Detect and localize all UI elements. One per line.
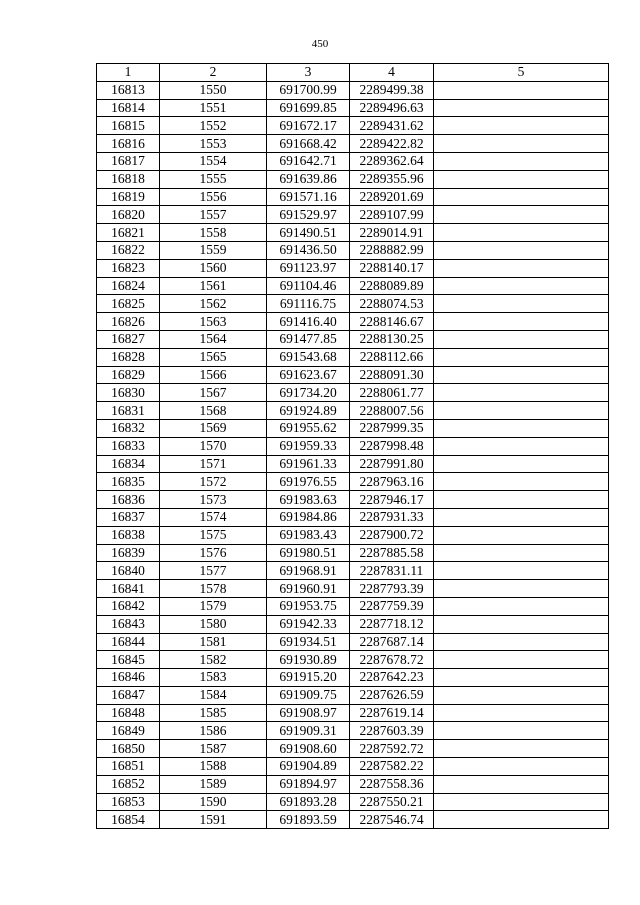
table-cell-col-4: 2288074.53 — [350, 295, 434, 313]
page-number: 450 — [311, 38, 329, 50]
table-row — [97, 615, 609, 633]
table-cell-col-4: 2287603.39 — [350, 722, 434, 740]
table-cell-col-2: 1575 — [160, 526, 267, 544]
table-cell-col-2: 1568 — [160, 402, 267, 420]
table-cell-col-3: 691959.33 — [267, 437, 350, 455]
table-cell-col-3: 691934.51 — [267, 633, 350, 651]
table-cell-col-1: 16842 — [97, 597, 160, 615]
table-cell-col-4: 2287963.16 — [350, 473, 434, 491]
table-cell-col-5 — [434, 473, 609, 491]
table-cell-col-5 — [434, 117, 609, 135]
table-cell-col-3: 691477.85 — [267, 330, 350, 348]
table-cell-col-3: 691436.50 — [267, 241, 350, 259]
table-cell-col-2: 1565 — [160, 348, 267, 366]
table-cell-col-1: 16832 — [97, 419, 160, 437]
column-header-2: 2 — [160, 64, 267, 82]
table-row — [97, 775, 609, 793]
table-cell-col-5 — [434, 580, 609, 598]
table-row — [97, 633, 609, 651]
table-cell-col-2: 1572 — [160, 473, 267, 491]
table-cell-col-5 — [434, 686, 609, 704]
table-cell-col-5 — [434, 811, 609, 829]
table-cell-col-5 — [434, 651, 609, 669]
table-cell-col-3: 691639.86 — [267, 170, 350, 188]
table-cell-col-4: 2287998.48 — [350, 437, 434, 455]
table-cell-col-5 — [434, 81, 609, 99]
table-cell-col-2: 1566 — [160, 366, 267, 384]
table-cell-col-4: 2288091.30 — [350, 366, 434, 384]
table-cell-col-3: 691104.46 — [267, 277, 350, 295]
table-cell-col-5 — [434, 491, 609, 509]
table-cell-col-5 — [434, 758, 609, 776]
table-cell-col-2: 1561 — [160, 277, 267, 295]
table-row — [97, 508, 609, 526]
table-cell-col-5 — [434, 544, 609, 562]
table-cell-col-4: 2287582.22 — [350, 758, 434, 776]
table-cell-col-2: 1562 — [160, 295, 267, 313]
table-cell-col-1: 16846 — [97, 669, 160, 687]
table-cell-col-2: 1581 — [160, 633, 267, 651]
table-cell-col-3: 691980.51 — [267, 544, 350, 562]
table-cell-col-5 — [434, 152, 609, 170]
table-row — [97, 526, 609, 544]
table-cell-col-4: 2287642.23 — [350, 669, 434, 687]
table-cell-col-1: 16814 — [97, 99, 160, 117]
table-cell-col-4: 2288061.77 — [350, 384, 434, 402]
table-row — [97, 651, 609, 669]
table-cell-col-4: 2287626.59 — [350, 686, 434, 704]
table-row — [97, 580, 609, 598]
table-cell-col-2: 1563 — [160, 313, 267, 331]
table-cell-col-4: 2287793.39 — [350, 580, 434, 598]
table-cell-col-4: 2288112.66 — [350, 348, 434, 366]
table-cell-col-5 — [434, 224, 609, 242]
table-row — [97, 206, 609, 224]
table-row — [97, 758, 609, 776]
table-cell-col-3: 691924.89 — [267, 402, 350, 420]
table-cell-col-5 — [434, 295, 609, 313]
table-cell-col-4: 2289201.69 — [350, 188, 434, 206]
table-cell-col-5 — [434, 704, 609, 722]
table-cell-col-5 — [434, 793, 609, 811]
table-cell-col-4: 2287931.33 — [350, 508, 434, 526]
table-cell-col-3: 691416.40 — [267, 313, 350, 331]
table-cell-col-2: 1558 — [160, 224, 267, 242]
table-cell-col-1: 16841 — [97, 580, 160, 598]
table-cell-col-2: 1550 — [160, 81, 267, 99]
table-cell-col-4: 2287678.72 — [350, 651, 434, 669]
table-cell-col-2: 1559 — [160, 241, 267, 259]
table-cell-col-5 — [434, 669, 609, 687]
table-cell-col-2: 1571 — [160, 455, 267, 473]
table-cell-col-1: 16817 — [97, 152, 160, 170]
table-cell-col-5 — [434, 384, 609, 402]
table-cell-col-3: 691571.16 — [267, 188, 350, 206]
table-cell-col-1: 16825 — [97, 295, 160, 313]
table-cell-col-4: 2289107.99 — [350, 206, 434, 224]
table-cell-col-2: 1569 — [160, 419, 267, 437]
table-cell-col-1: 16847 — [97, 686, 160, 704]
table-cell-col-3: 691700.99 — [267, 81, 350, 99]
table-cell-col-1: 16850 — [97, 740, 160, 758]
table-cell-col-2: 1552 — [160, 117, 267, 135]
table-cell-col-3: 691116.75 — [267, 295, 350, 313]
table-cell-col-5 — [434, 366, 609, 384]
table-row — [97, 259, 609, 277]
table-cell-col-4: 2289362.64 — [350, 152, 434, 170]
table-cell-col-3: 691672.17 — [267, 117, 350, 135]
table-cell-col-3: 691490.51 — [267, 224, 350, 242]
column-header-3: 3 — [267, 64, 350, 82]
table-cell-col-5 — [434, 740, 609, 758]
table-cell-col-4: 2287991.80 — [350, 455, 434, 473]
table-row — [97, 437, 609, 455]
table-cell-col-5 — [434, 135, 609, 153]
table-cell-col-2: 1589 — [160, 775, 267, 793]
table-cell-col-1: 16820 — [97, 206, 160, 224]
table-cell-col-3: 691529.97 — [267, 206, 350, 224]
table-cell-col-4: 2288146.67 — [350, 313, 434, 331]
table-cell-col-3: 691983.43 — [267, 526, 350, 544]
table-cell-col-5 — [434, 526, 609, 544]
table-cell-col-1: 16819 — [97, 188, 160, 206]
table-cell-col-5 — [434, 402, 609, 420]
table-cell-col-1: 16822 — [97, 241, 160, 259]
table-cell-col-5 — [434, 313, 609, 331]
table-cell-col-2: 1557 — [160, 206, 267, 224]
table-cell-col-4: 2288089.89 — [350, 277, 434, 295]
table-row — [97, 224, 609, 242]
table-cell-col-5 — [434, 722, 609, 740]
table-cell-col-2: 1564 — [160, 330, 267, 348]
table-row — [97, 597, 609, 615]
table-cell-col-3: 691908.97 — [267, 704, 350, 722]
table-cell-col-2: 1574 — [160, 508, 267, 526]
table-cell-col-5 — [434, 206, 609, 224]
table-cell-col-1: 16839 — [97, 544, 160, 562]
table-cell-col-4: 2289496.63 — [350, 99, 434, 117]
table-cell-col-3: 691623.67 — [267, 366, 350, 384]
table-cell-col-1: 16837 — [97, 508, 160, 526]
table-cell-col-1: 16836 — [97, 491, 160, 509]
table-row — [97, 704, 609, 722]
table-cell-col-2: 1570 — [160, 437, 267, 455]
table-cell-col-1: 16818 — [97, 170, 160, 188]
table-cell-col-5 — [434, 455, 609, 473]
table-row — [97, 188, 609, 206]
table-cell-col-4: 2289014.91 — [350, 224, 434, 242]
table-cell-col-3: 691734.20 — [267, 384, 350, 402]
table-cell-col-1: 16830 — [97, 384, 160, 402]
table-row — [97, 544, 609, 562]
table-row — [97, 277, 609, 295]
table-cell-col-1: 16835 — [97, 473, 160, 491]
table-cell-col-2: 1584 — [160, 686, 267, 704]
table-cell-col-5 — [434, 633, 609, 651]
table-cell-col-1: 16813 — [97, 81, 160, 99]
table-row — [97, 241, 609, 259]
table-row — [97, 135, 609, 153]
table-cell-col-5 — [434, 170, 609, 188]
table-cell-col-5 — [434, 615, 609, 633]
table-row — [97, 491, 609, 509]
table-cell-col-5 — [434, 562, 609, 580]
table-cell-col-1: 16849 — [97, 722, 160, 740]
table-cell-col-4: 2287831.11 — [350, 562, 434, 580]
table-row — [97, 473, 609, 491]
table-row — [97, 686, 609, 704]
table-cell-col-3: 691960.91 — [267, 580, 350, 598]
table-cell-col-3: 691668.42 — [267, 135, 350, 153]
table-cell-col-1: 16848 — [97, 704, 160, 722]
table-cell-col-1: 16852 — [97, 775, 160, 793]
table-cell-col-3: 691915.20 — [267, 669, 350, 687]
table-cell-col-4: 2289355.96 — [350, 170, 434, 188]
table-cell-col-3: 691942.33 — [267, 615, 350, 633]
table-cell-col-5 — [434, 419, 609, 437]
table-cell-col-4: 2287558.36 — [350, 775, 434, 793]
table-cell-col-1: 16833 — [97, 437, 160, 455]
table-cell-col-1: 16838 — [97, 526, 160, 544]
table-cell-col-1: 16823 — [97, 259, 160, 277]
table-cell-col-2: 1567 — [160, 384, 267, 402]
table-cell-col-2: 1585 — [160, 704, 267, 722]
column-header-5: 5 — [434, 64, 609, 82]
table-cell-col-3: 691893.59 — [267, 811, 350, 829]
table-cell-col-4: 2287885.58 — [350, 544, 434, 562]
table-cell-col-3: 691543.68 — [267, 348, 350, 366]
table-cell-col-1: 16851 — [97, 758, 160, 776]
table-cell-col-4: 2289431.62 — [350, 117, 434, 135]
table-body — [97, 81, 609, 828]
table-row — [97, 99, 609, 117]
table-row — [97, 81, 609, 99]
table-cell-col-3: 691909.75 — [267, 686, 350, 704]
column-header-4: 4 — [350, 64, 434, 82]
table-cell-col-4: 2287718.12 — [350, 615, 434, 633]
table-cell-col-4: 2287999.35 — [350, 419, 434, 437]
table-cell-col-5 — [434, 330, 609, 348]
table-row — [97, 811, 609, 829]
coordinates-table — [96, 63, 609, 829]
table-cell-col-3: 691953.75 — [267, 597, 350, 615]
column-header-1: 1 — [97, 64, 160, 82]
table-cell-col-4: 2289499.38 — [350, 81, 434, 99]
table-row — [97, 366, 609, 384]
table-cell-col-4: 2287546.74 — [350, 811, 434, 829]
table-cell-col-3: 691642.71 — [267, 152, 350, 170]
table-cell-col-1: 16831 — [97, 402, 160, 420]
table-cell-col-5 — [434, 99, 609, 117]
table-row — [97, 330, 609, 348]
table-cell-col-3: 691968.91 — [267, 562, 350, 580]
table-cell-col-2: 1576 — [160, 544, 267, 562]
table-cell-col-2: 1555 — [160, 170, 267, 188]
table-cell-col-5 — [434, 259, 609, 277]
table-row — [97, 669, 609, 687]
table-cell-col-2: 1551 — [160, 99, 267, 117]
table-cell-col-3: 691955.62 — [267, 419, 350, 437]
table-row — [97, 117, 609, 135]
table-row — [97, 419, 609, 437]
table-row — [97, 295, 609, 313]
table-cell-col-4: 2287900.72 — [350, 526, 434, 544]
table-cell-col-2: 1583 — [160, 669, 267, 687]
table-cell-col-1: 16854 — [97, 811, 160, 829]
table-cell-col-1: 16845 — [97, 651, 160, 669]
table-cell-col-2: 1553 — [160, 135, 267, 153]
table-cell-col-2: 1582 — [160, 651, 267, 669]
table-cell-col-2: 1560 — [160, 259, 267, 277]
table-row — [97, 152, 609, 170]
table-cell-col-3: 691983.63 — [267, 491, 350, 509]
table-cell-col-2: 1591 — [160, 811, 267, 829]
table-cell-col-4: 2287759.39 — [350, 597, 434, 615]
table-row — [97, 313, 609, 331]
table-cell-col-5 — [434, 597, 609, 615]
table-row — [97, 562, 609, 580]
table-cell-col-2: 1554 — [160, 152, 267, 170]
table-row — [97, 170, 609, 188]
table-header-row — [97, 64, 609, 82]
table-cell-col-5 — [434, 348, 609, 366]
table-cell-col-4: 2287592.72 — [350, 740, 434, 758]
table-cell-col-3: 691123.97 — [267, 259, 350, 277]
table-row — [97, 384, 609, 402]
table-cell-col-3: 691909.31 — [267, 722, 350, 740]
table-cell-col-2: 1588 — [160, 758, 267, 776]
table-cell-col-4: 2288882.99 — [350, 241, 434, 259]
table-cell-col-4: 2287550.21 — [350, 793, 434, 811]
table-cell-col-3: 691976.55 — [267, 473, 350, 491]
table-cell-col-1: 16834 — [97, 455, 160, 473]
table-cell-col-1: 16829 — [97, 366, 160, 384]
table-cell-col-1: 16843 — [97, 615, 160, 633]
table-cell-col-1: 16844 — [97, 633, 160, 651]
table-cell-col-3: 691984.86 — [267, 508, 350, 526]
table-cell-col-5 — [434, 188, 609, 206]
table-cell-col-5 — [434, 775, 609, 793]
table-cell-col-4: 2289422.82 — [350, 135, 434, 153]
table-row — [97, 722, 609, 740]
table-cell-col-1: 16816 — [97, 135, 160, 153]
table-cell-col-2: 1556 — [160, 188, 267, 206]
table-cell-col-3: 691961.33 — [267, 455, 350, 473]
table-cell-col-1: 16827 — [97, 330, 160, 348]
table-cell-col-3: 691908.60 — [267, 740, 350, 758]
table-cell-col-1: 16826 — [97, 313, 160, 331]
table-cell-col-1: 16853 — [97, 793, 160, 811]
table-cell-col-2: 1577 — [160, 562, 267, 580]
table-row — [97, 793, 609, 811]
table-row — [97, 740, 609, 758]
table-cell-col-1: 16840 — [97, 562, 160, 580]
table-cell-col-2: 1586 — [160, 722, 267, 740]
table-cell-col-2: 1579 — [160, 597, 267, 615]
table-row — [97, 402, 609, 420]
table-row — [97, 348, 609, 366]
table-cell-col-1: 16821 — [97, 224, 160, 242]
table-cell-col-2: 1587 — [160, 740, 267, 758]
table-cell-col-5 — [434, 508, 609, 526]
table-cell-col-4: 2287687.14 — [350, 633, 434, 651]
table-cell-col-5 — [434, 437, 609, 455]
table-cell-col-5 — [434, 277, 609, 295]
table-cell-col-4: 2288130.25 — [350, 330, 434, 348]
table-cell-col-3: 691893.28 — [267, 793, 350, 811]
table-cell-col-4: 2288140.17 — [350, 259, 434, 277]
table-cell-col-3: 691894.97 — [267, 775, 350, 793]
table-cell-col-3: 691699.85 — [267, 99, 350, 117]
table-cell-col-1: 16828 — [97, 348, 160, 366]
table-cell-col-1: 16824 — [97, 277, 160, 295]
table-cell-col-2: 1573 — [160, 491, 267, 509]
table-cell-col-1: 16815 — [97, 117, 160, 135]
table-cell-col-4: 2287946.17 — [350, 491, 434, 509]
table-cell-col-5 — [434, 241, 609, 259]
table-cell-col-3: 691904.89 — [267, 758, 350, 776]
table-cell-col-4: 2287619.14 — [350, 704, 434, 722]
table-cell-col-4: 2288007.56 — [350, 402, 434, 420]
table-cell-col-2: 1590 — [160, 793, 267, 811]
table-row — [97, 455, 609, 473]
table-cell-col-2: 1578 — [160, 580, 267, 598]
table-cell-col-3: 691930.89 — [267, 651, 350, 669]
table-cell-col-2: 1580 — [160, 615, 267, 633]
